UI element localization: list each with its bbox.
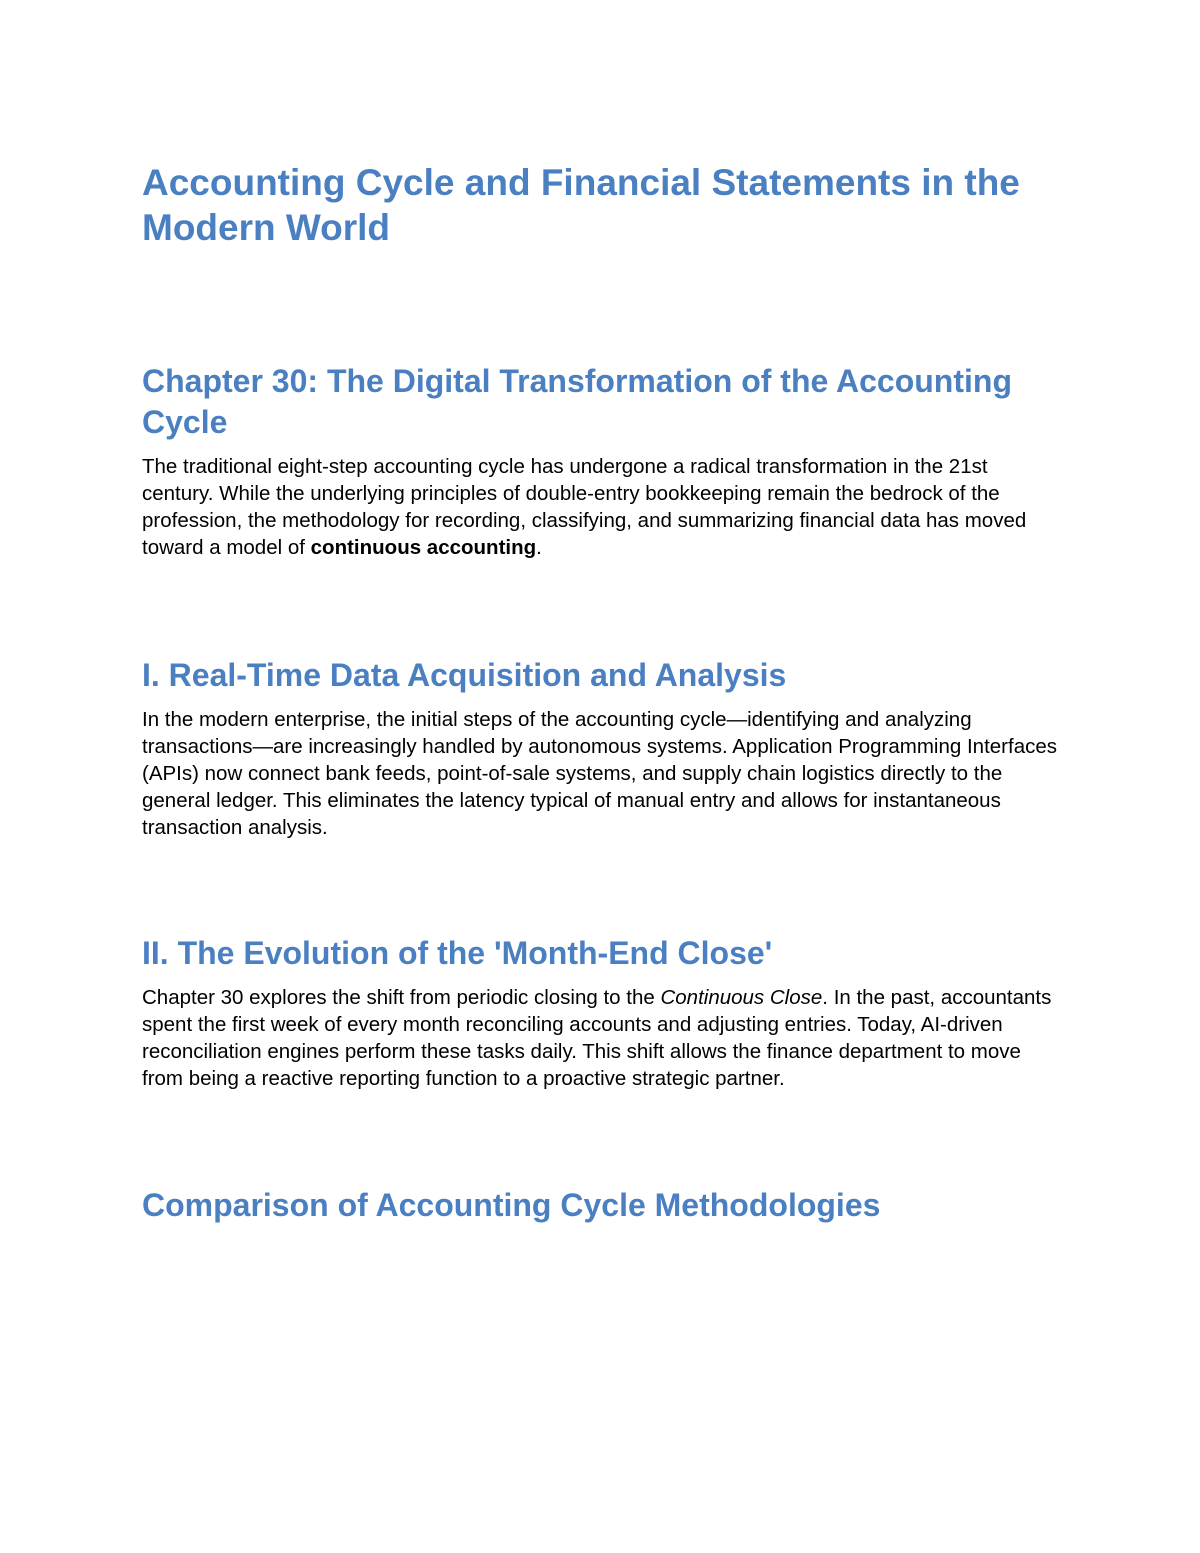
section-heading-real-time-data: I. Real-Time Data Acquisition and Analysis <box>142 657 787 693</box>
section-heading-comparison: Comparison of Accounting Cycle Methodologies <box>142 1187 881 1223</box>
document-page <box>142 160 1062 1226</box>
section-heading-month-end-close: II. The Evolution of the 'Month-End Close' <box>142 935 773 971</box>
continuous-accounting-term: continuous accounting <box>310 536 537 559</box>
month-end-close-text: Chapter 30 explores the shift from periodic closing to the <box>142 986 661 1009</box>
continuous-close-term: Continuous Close <box>660 986 823 1009</box>
section-paragraph-real-time-data: In the modern enterprise, the initial steps of the accounting cycle—identifying and analyzing transactions—are increasingly handled by autonomous systems. Application Programming Interfaces (APIs) now connect bank feeds, point-of-sale systems, and supply chain logistics directly to the general ledger. This eliminates the latency typical of manual entry and allows for instantaneous transaction analysis. <box>142 708 1057 839</box>
section-paragraph-month-end-close <box>142 984 1062 1092</box>
chapter-heading: Chapter 30: The Digital Transformation of the Accounting Cycle <box>142 363 1012 440</box>
chapter-intro-end: . <box>536 536 542 559</box>
month-end-close-text-end: . In the past, accountants spent the first week of every month reconciling accounts and adjusting entries. Today, AI-driven reconciliation engines perform these tasks daily. This shift allows the finance department to move from being a reactive reporting function to a proactive strategic partner. <box>142 986 1052 1090</box>
chapter-intro-text: The traditional eight-step accounting cycle has undergone a radical transformation in the 21st century. While the underlying principles of double-entry bookkeeping remain the bedrock of the profession, the methodology for recording, classifying, and summarizing financial data has moved toward a model of <box>142 455 1027 559</box>
document-title: Accounting Cycle and Financial Statements in the Modern World <box>142 162 1020 248</box>
chapter-intro-paragraph <box>142 453 1062 561</box>
